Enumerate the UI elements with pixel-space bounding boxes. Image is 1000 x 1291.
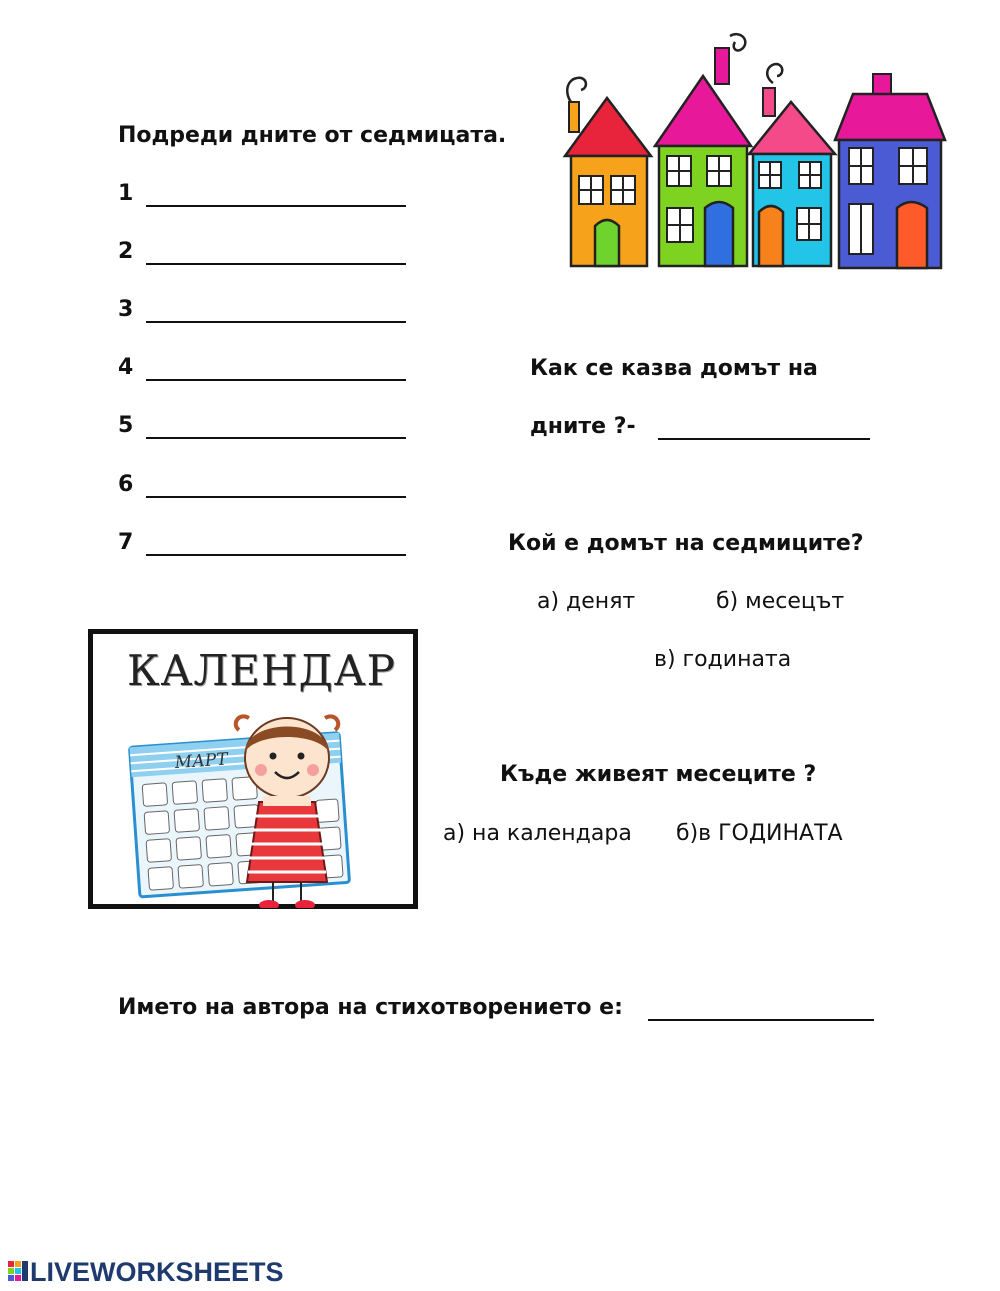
house-3-roof — [749, 102, 835, 154]
day-number-4: 4 — [118, 355, 134, 380]
day-number-2: 2 — [118, 239, 134, 264]
houses-illustration — [555, 28, 950, 273]
q2-option-c[interactable]: в) годината — [654, 647, 792, 672]
day-answer-input-2[interactable] — [146, 235, 410, 267]
author-answer-input[interactable] — [648, 991, 878, 1023]
day-number-5: 5 — [118, 413, 134, 438]
day-answer-input-5[interactable] — [146, 409, 410, 441]
day-answer-input-1[interactable] — [146, 177, 410, 209]
day-number-7: 7 — [118, 530, 134, 555]
calendar-title: КАЛЕНДАР — [127, 646, 396, 695]
day-number-1: 1 — [118, 181, 134, 206]
logo-mark-icon — [8, 1259, 30, 1285]
q2-option-a[interactable]: а) денят — [537, 589, 636, 614]
day-answer-input-7[interactable] — [146, 526, 410, 558]
day-answer-input-4[interactable] — [146, 351, 410, 383]
q2-option-b[interactable]: б) месецът — [716, 589, 845, 614]
q1-line-1: Как се казва домът на — [530, 356, 818, 381]
house-2-roof — [655, 76, 751, 146]
calendar-month: МАРТ — [174, 749, 229, 774]
house-4-roof — [835, 94, 945, 140]
calendar-image — [88, 629, 418, 909]
author-question: Името на автора на стихотворението е: — [118, 995, 623, 1020]
smoke-swirl-3 — [767, 64, 782, 83]
liveworksheets-logo — [8, 1257, 284, 1287]
instruction-text: Подреди дните от седмицата. — [118, 123, 507, 148]
day-number-3: 3 — [118, 297, 134, 322]
q3-question: Къде живеят месеците ? — [500, 762, 817, 787]
q1-answer-input[interactable] — [658, 410, 874, 442]
q3-option-a[interactable]: а) на календара — [443, 821, 632, 846]
q3-option-b[interactable]: б)в ГОДИНАТА — [676, 821, 843, 846]
q2-question: Кой е домът на седмиците? — [508, 531, 864, 556]
day-answer-input-3[interactable] — [146, 293, 410, 325]
smoke-swirl-2 — [730, 34, 745, 50]
calendar-girl-illustration — [127, 712, 387, 908]
day-answer-input-6[interactable] — [146, 468, 410, 500]
q1-line-2: дните ?- — [530, 414, 636, 439]
logo-text: LIVEWORKSHEETS — [30, 1256, 284, 1287]
day-number-6: 6 — [118, 472, 134, 497]
